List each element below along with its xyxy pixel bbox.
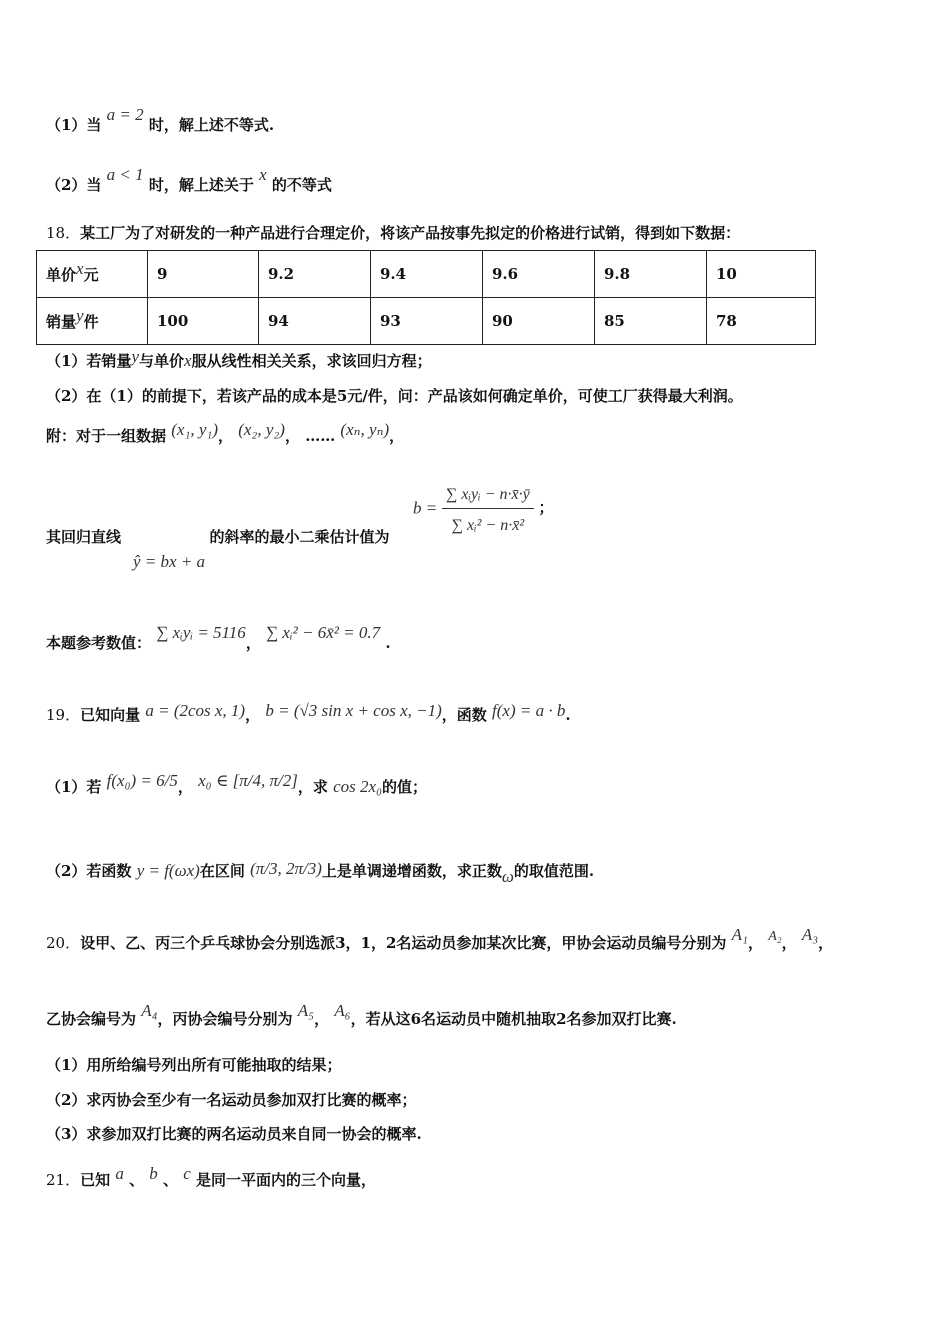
question-number: 20．	[46, 934, 81, 952]
question-number: 18．	[46, 224, 81, 242]
q17-p2-math: a < 1	[106, 165, 144, 184]
row-label-price: 单价x元	[37, 251, 148, 298]
cos-2x0: cos 2x₀	[333, 777, 382, 796]
data-pair-n: (xₙ, yₙ)	[340, 420, 390, 439]
regression-equation: ŷ = bx + a	[133, 552, 206, 571]
row-label-sales: 销量y件	[37, 298, 148, 345]
table-cell: 9.8	[595, 251, 707, 298]
table-row	[37, 298, 816, 345]
slope-denominator: ∑ xᵢ² − n·x̄²	[451, 517, 525, 534]
vector-b: b = (√3 sin x + cos x, −1)	[265, 701, 442, 720]
price-sales-table	[36, 250, 816, 345]
question-number: 21．	[46, 1171, 81, 1189]
q19-stem: 19．已知向量 a = (2cos x, 1)， b = (√3 sin x + cos x, −1)，函数 f(x) = a · b.	[46, 701, 571, 724]
q17-part2: （2）当 a < 1 时，解上述关于 x 的不等式	[46, 165, 332, 194]
vector-a: a = (2cos x, 1)	[145, 701, 246, 720]
table-cell: 100	[148, 298, 259, 345]
ref-value-1: ∑ xᵢyᵢ = 5116	[156, 623, 246, 642]
q20-part1: （1）用所给编号列出所有可能抽取的结果；	[46, 1056, 342, 1074]
table-cell: 93	[371, 298, 483, 345]
data-pair-2: (x₂, y₂)	[238, 420, 285, 439]
table-row	[37, 251, 816, 298]
function-y: y = f(ωx)	[136, 861, 200, 880]
q18-regression-line: 其回归直线 的斜率的最小二乘估计值为	[46, 528, 390, 546]
q20-part2: （2）求丙协会至少有一名运动员参加双打比赛的概率；	[46, 1091, 417, 1109]
table-cell: 9.2	[259, 251, 371, 298]
q17-p1-math: a = 2	[106, 105, 144, 124]
x0-range: x₀ ∈ [π/4, π/2]	[198, 771, 298, 790]
slope-formula: b = $\frac{\text{∑ xᵢyᵢ − n·x̄·ȳ}}{\text{∑ xᵢ² − n·x̄²}}$ ；	[413, 480, 553, 537]
question-number: 19．	[46, 706, 81, 724]
q17-part1: （1）当 a = 2 时，解上述不等式.	[46, 105, 275, 134]
table-cell: 94	[259, 298, 371, 345]
q21-stem: 21．已知 a 、 b 、 c 是同一平面内的三个向量，	[46, 1164, 377, 1189]
table-cell: 9.6	[483, 251, 595, 298]
table-cell: 90	[483, 298, 595, 345]
table-cell: 9	[148, 251, 259, 298]
interval: (π/3, 2π/3)	[250, 859, 322, 878]
table-cell: 78	[707, 298, 816, 345]
q20-part3: （3）求参加双打比赛的两名运动员来自同一协会的概率.	[46, 1125, 422, 1143]
omega: ω	[501, 867, 514, 886]
table-cell: 10	[707, 251, 816, 298]
function-f: f(x) = a · b	[492, 701, 566, 720]
q18-part2: （2）在（1）的前提下，若该产品的成本是5元/件，问：产品该如何确定单价，可使工厂获得最大利润。	[46, 387, 743, 405]
table-cell: 85	[595, 298, 707, 345]
q19-part2: （2）若函数 y = f(ωx)在区间 (π/3, 2π/3)上是单调递增函数，求正数ω的取值范围.	[46, 859, 595, 886]
data-pair-1: (x₁, y₁)	[171, 420, 218, 439]
q18-stem: 18．某工厂为了对研发的一种产品进行合理定价，将该产品按事先拟定的价格进行试销，得到如下数据：	[46, 224, 741, 242]
condition-f-x0: f(x₀) = 6/5	[106, 771, 178, 790]
q20-stem: 20．设甲、乙、丙三个乒乓球协会分别选派3，1，2名运动员参加某次比赛，甲协会运动员编号分别为 A₁， A₂， A₃，	[46, 925, 834, 952]
ref-value-2: ∑ xᵢ² − 6x̄² = 0.7	[266, 623, 381, 642]
q18-reference-values: 本题参考数值： ∑ xᵢyᵢ = 5116， ∑ xᵢ² − 6x̄² = 0.7 .	[46, 623, 391, 652]
q20-line2: 乙协会编号为 A₄，丙协会编号分别为 A₅， A₆，若从这6名运动员中随机抽取2名参加双打比赛.	[46, 1001, 677, 1028]
table-cell: 9.4	[371, 251, 483, 298]
q18-appendix: 附：对于一组数据 (x₁, y₁)， (x₂, y₂)， …… (xₙ, yₙ)，	[46, 420, 405, 445]
q19-part1: （1）若 f(x₀) = 6/5， x₀ ∈ [π/4, π/2]，求 cos 2x₀的值；	[46, 771, 428, 796]
slope-numerator: ∑ xᵢyᵢ − n·x̄·ȳ	[442, 480, 534, 509]
q18-part1: （1）若销量y与单价x服从线性相关关系，求该回归方程；	[46, 347, 432, 370]
